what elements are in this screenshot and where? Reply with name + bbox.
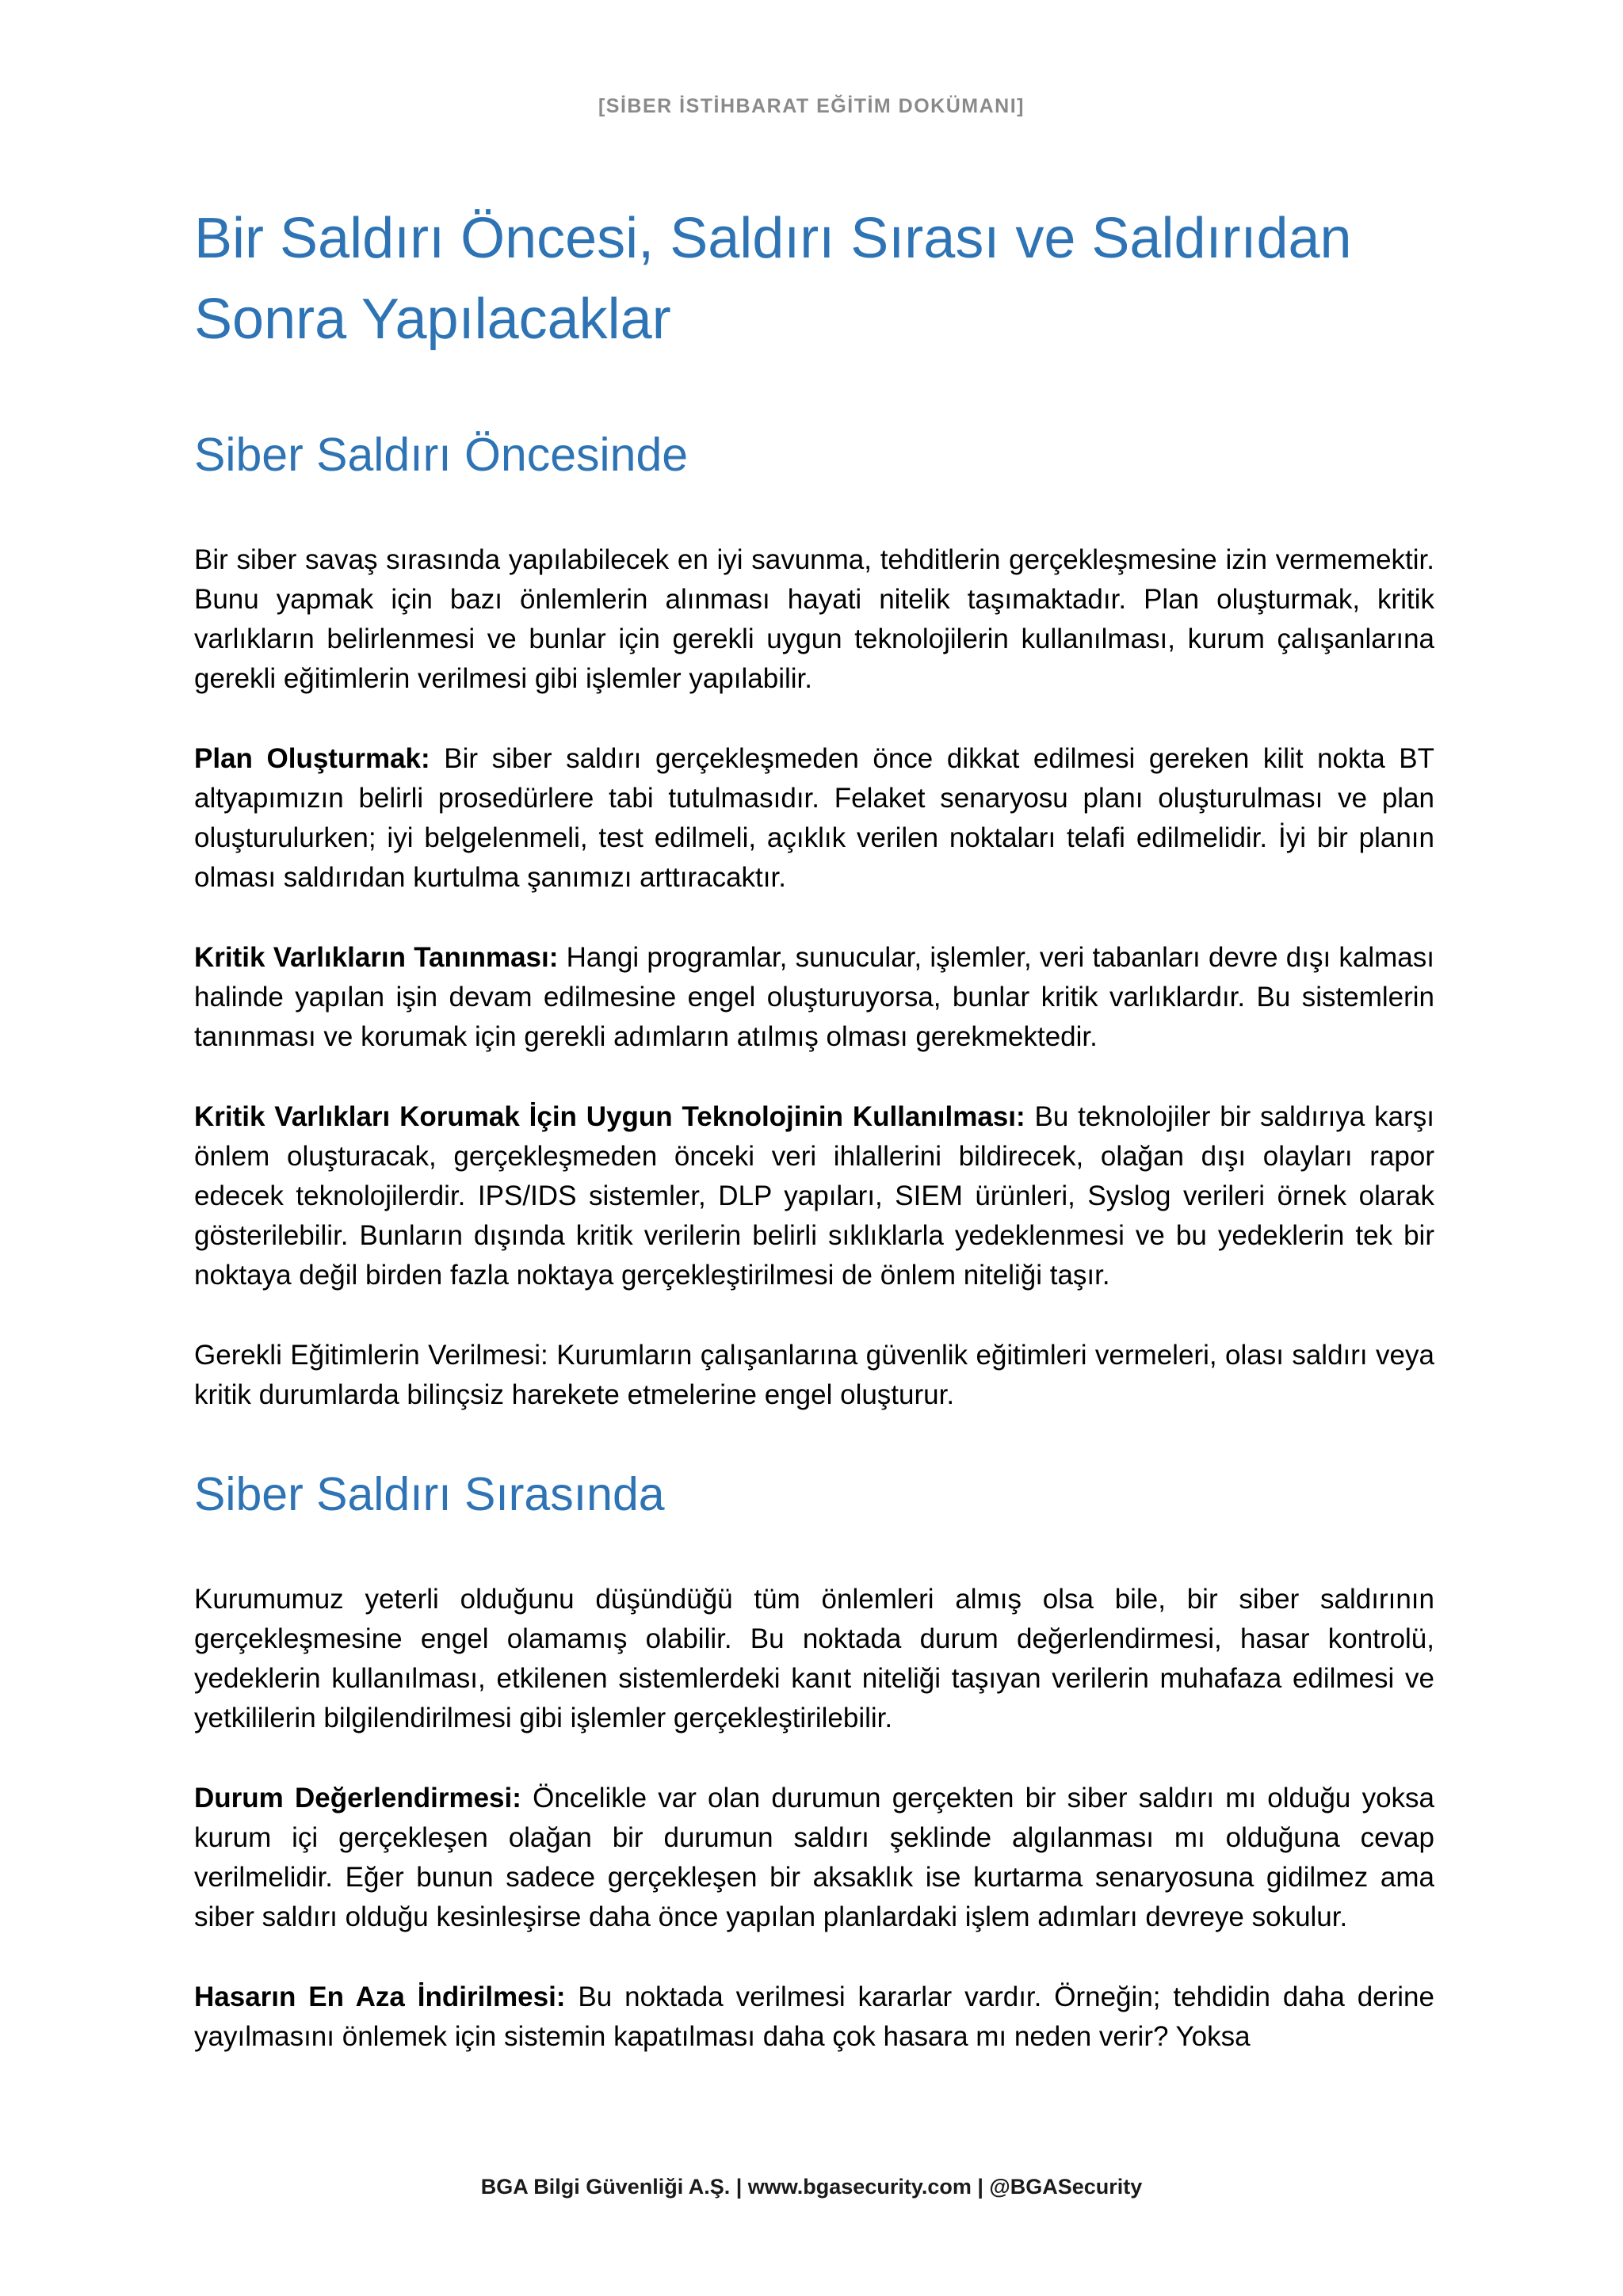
section-heading-before-attack: Siber Saldırı Öncesinde xyxy=(194,429,689,481)
document-content xyxy=(194,198,1434,2097)
document-footer: BGA Bilgi Güvenliği A.Ş. | www.bgasecurity.com | @BGASecurity xyxy=(480,2175,1143,2199)
paragraph-lead: Kritik Varlıkların Tanınması: xyxy=(194,942,559,973)
paragraph-text: Bir siber savaş sırasında yapılabilecek en iyi savunma, tehditlerin gerçekleşmesine izin vermemektir. Bunu yapmak için bazı önlemlerin alınması hayati nitelik taşımaktadır. Plan oluşturmak, kritik varlıkların belirlenmesi ve bunlar için gerekli uygun teknolojilerin kullanılması, kurum çalışanlarına gerekli eğitimlerin verilmesi gibi işlemler yapılabilir. xyxy=(194,544,1434,694)
section-heading-during-attack: Siber Saldırı Sırasında xyxy=(194,1468,665,1520)
paragraph-text: Öncelikle var olan durumun gerçekten bir siber saldırı mı olduğu yoksa kurum içi gerçekleşen olağan bir durumun saldırı şeklinde algılanması mı olduğuna cevap verilmelidir. Eğer bunun sadece gerçekleşen bir aksaklık ise kurtarma senaryosuna gidilmez ama siber saldırı olduğu kesinleşirse daha önce yapılan planlardaki işlem adımları devreye sokulur. xyxy=(194,1783,1435,1932)
document-header-label: [SİBER İSTİHBARAT EĞİTİM DOKÜMANI] xyxy=(598,95,1025,117)
paragraph-lead: Kritik Varlıkları Korumak İçin Uygun Teknolojinin Kullanılması: xyxy=(194,1101,1025,1132)
paragraph-lead: Hasarın En Aza İndirilmesi: xyxy=(194,1981,566,2012)
paragraph-text: Bu teknolojiler bir saldırıya karşı önlem oluşturacak, gerçekleşmeden önceki veri ihlallerini bildirecek, olağan dışı olayları rapor edecek teknolojilerdir. IPS/IDS sistemler, DLP yapıları, SIEM ürünleri, Syslog verileri örnek olarak gösterilebilir. Bunların dışında kritik verilerin belirli sıklıklarla yedeklenmesi ve bu yedeklerin tek bir noktaya değil birden fazla noktaya gerçekleştirilmesi de önlem niteliği taşır. xyxy=(194,1101,1434,1291)
paragraph-text: Hangi programlar, sunucular, işlemler, veri tabanları devre dışı kalması halinde yapılan işin devam edilmesine engel oluşturuyorsa, bunlar kritik varlıklardır. Bu sistemlerin tanınması ve korumak için gerekli adımların atılmış olması gerekmektedir. xyxy=(194,942,1434,1052)
paragraph-plan xyxy=(194,739,1434,898)
paragraph-text: Gerekli Eğitimlerin Verilmesi: Kurumların çalışanlarına güvenlik eğitimleri vermeleri, olası saldırı veya kritik durumlarda bilinçsiz harekete etmelerine engel oluşturur. xyxy=(194,1340,1434,1410)
paragraph-text: Bir siber saldırı gerçekleşmeden önce dikkat edilmesi gereken kilit nokta BT altyapımızın belirli prosedürlere tabi tutulmasıdır. Felaket senaryosu planı oluşturulması ve plan oluşturulurken; iyi belgelenmeli, test edilmeli, açıklık verilen noktaları telafi edilmelidir. İyi bir planın olması saldırıdan kurtulma şanımızı arttıracaktır. xyxy=(194,743,1435,893)
paragraph-technology xyxy=(194,1097,1434,1295)
paragraph-lead: Plan Oluşturmak: xyxy=(194,743,430,774)
paragraph-assessment xyxy=(194,1779,1434,1937)
paragraph-training xyxy=(194,1336,1434,1415)
document-title: Bir Saldırı Öncesi, Saldırı Sırası ve Saldırıdan Sonra Yapılacaklar xyxy=(194,207,1352,351)
paragraph-text: Bu noktada verilmesi kararlar vardır. Örneğin; tehdidin daha derine yayılmasını önlemek için sistemin kapatılması daha çok hasara mı neden verir? Yoksa xyxy=(194,1981,1434,2052)
paragraph-lead: Durum Değerlendirmesi: xyxy=(194,1783,521,1814)
paragraph-intro-during xyxy=(194,1580,1434,1738)
paragraph-critical-assets xyxy=(194,938,1434,1057)
paragraph-intro-before xyxy=(194,540,1434,699)
paragraph-damage-control xyxy=(194,1978,1434,2057)
paragraph-text: Kurumumuz yeterli olduğunu düşündüğü tüm önlemleri almış olsa bile, bir siber saldırının gerçekleşmesine engel olamamış olabilir. Bu noktada durum değerlendirmesi, hasar kontrolü, yedeklerin kullanılması, etkilenen sistemlerdeki kanıt niteliği taşıyan verilerin muhafaza edilmesi ve yetkililerin bilgilendirilmesi gibi işlemler gerçekleştirilebilir. xyxy=(194,1584,1434,1733)
